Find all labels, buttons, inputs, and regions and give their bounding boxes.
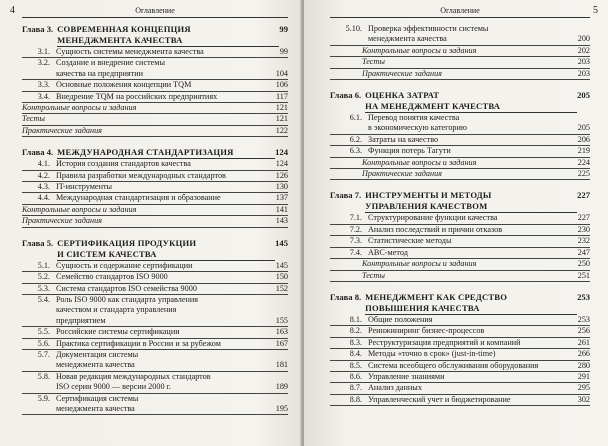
entry-page: 121: [275, 103, 288, 113]
toc-entry: [22, 350, 288, 372]
chapter-page: 227: [577, 190, 590, 201]
entry-number: 5.9.: [37, 393, 50, 403]
entry-title-line: История создания стандартов качества: [56, 159, 191, 169]
entry-title-line: Проверка эффективности системы: [368, 24, 489, 33]
toc-entry: [330, 383, 590, 394]
toc-entry: [22, 159, 288, 170]
entry-title: [56, 47, 277, 57]
entry-page: 219: [577, 146, 590, 156]
entry-title-line: Система стандартов ISO семейства 9000: [56, 283, 197, 293]
entry-page: 152: [275, 283, 288, 293]
entry-title-line: IT-инструменты: [56, 182, 113, 192]
entry-title: [56, 58, 273, 79]
entry-title-line: менеджмента качества: [56, 360, 135, 370]
chapter-page: 205: [577, 90, 590, 101]
toc-entry: [330, 113, 590, 135]
entry-page: 232: [577, 236, 590, 246]
entry-number: 8.3.: [349, 337, 362, 347]
entry-number: 3.3.: [37, 80, 50, 90]
left-page: [0, 0, 302, 446]
entry-page: 253: [577, 314, 590, 324]
chapter-label: Глава 3.: [22, 24, 54, 34]
entry-title-line: Управление знаниями: [368, 371, 445, 381]
toc-chapter: [330, 24, 590, 80]
entry-title-line: Перевод понятия качества: [368, 113, 460, 123]
chapter-title-line: УПРАВЛЕНИЯ КАЧЕСТВОМ: [365, 201, 577, 213]
toc-entry: [330, 169, 590, 180]
entry-title: [362, 271, 575, 281]
entry-title-line: качеством и стандарта управления: [56, 305, 177, 315]
entry-page: 121: [275, 114, 288, 124]
toc-entry: [330, 395, 590, 406]
entry-number: 5.10.: [345, 24, 362, 33]
entry-page: 203: [577, 68, 590, 78]
entry-page: 205: [577, 123, 590, 133]
toc-entry: [330, 372, 590, 383]
entry-title: [56, 159, 273, 169]
entry-page: 206: [577, 134, 590, 144]
chapter-label: Глава 6.: [330, 90, 362, 101]
running-head: Оглавление: [135, 6, 175, 15]
entry-title: [368, 113, 575, 134]
chapter-heading: [22, 147, 288, 159]
toc-entry: [22, 58, 288, 80]
entry-page: 266: [577, 349, 590, 359]
toc-entry: [22, 372, 288, 394]
entry-title: [362, 158, 575, 168]
entry-page: 224: [577, 157, 590, 167]
entry-page: 181: [275, 360, 288, 370]
entry-title: [56, 339, 273, 349]
entry-title: [56, 284, 273, 294]
toc-entry: [22, 284, 288, 295]
entry-page: 230: [577, 224, 590, 234]
entry-title-line: Документация системы: [56, 349, 139, 359]
toc-chapter: [330, 190, 590, 281]
toc-entry: [22, 272, 288, 283]
entry-page: 256: [577, 326, 590, 336]
entry-title-line: Контрольные вопросы и задания: [362, 45, 477, 55]
entry-title: [368, 383, 575, 393]
entry-title: [368, 225, 575, 235]
chapter-title-line: ПОВЫШЕНИЯ КАЧЕСТВА: [365, 303, 577, 315]
entry-page: 202: [577, 45, 590, 55]
entry-title-line: Контрольные вопросы и задания: [22, 204, 137, 214]
entry-number: 5.5.: [37, 327, 50, 337]
chapter-title-line: СОВРЕМЕННАЯ КОНЦЕПЦИЯ: [57, 24, 191, 34]
entry-title-line: Общие положения: [368, 314, 433, 324]
entry-number: 5.1.: [37, 260, 50, 270]
chapter-label: Глава 7.: [330, 190, 362, 201]
entry-number: 8.2.: [349, 326, 362, 336]
header-rule: [330, 17, 590, 18]
entry-title: [56, 92, 273, 102]
toc-entry: [22, 114, 288, 125]
entry-title: [56, 182, 273, 192]
entry-number: [330, 158, 362, 168]
entry-title: [362, 69, 575, 79]
entry-title: [56, 80, 273, 90]
page-header: [330, 4, 598, 18]
entry-title-line: Создание и внедрение системы: [56, 58, 165, 68]
page-header: [10, 4, 288, 18]
toc-entry: [330, 69, 590, 80]
entry-title-line: Контрольные вопросы и задания: [22, 103, 137, 113]
entry-title-line: Основные положения концепции TQM: [56, 80, 192, 90]
toc-entry: [330, 158, 590, 169]
entry-title: [368, 361, 575, 371]
entry-title: [22, 103, 273, 113]
entry-title-line: Внедрение TQM на российских предприятиях: [56, 91, 218, 101]
entry-title: [368, 395, 575, 405]
entry-number: 5.8.: [37, 371, 50, 381]
entry-title-line: Практика сертификации в России и за рубежом: [56, 338, 221, 348]
entry-number: [330, 259, 362, 269]
header-rule: [22, 17, 288, 18]
toc-entry: [330, 135, 590, 146]
entry-page: 141: [275, 204, 288, 214]
chapter-title: [57, 147, 275, 159]
toc-entry: [330, 259, 590, 270]
toc-entry: [22, 103, 288, 114]
entry-title: [56, 350, 273, 371]
entry-title: [368, 349, 575, 359]
chapter-title: [365, 190, 577, 213]
entry-title: [368, 146, 575, 156]
entry-title-line: Сущность и содержание сертификации: [56, 260, 193, 270]
chapter-title-line: НА МЕНЕДЖМЕНТ КАЧЕСТВА: [365, 101, 577, 113]
right-page: [304, 0, 608, 446]
entry-title-line: Правила разработки международных стандартов: [56, 170, 226, 180]
entry-page: 117: [276, 91, 288, 101]
entry-page: 195: [275, 403, 288, 413]
entry-title-line: Анализ данных: [368, 383, 422, 393]
chapter-page: 145: [275, 237, 288, 248]
entry-title: [56, 295, 273, 326]
entry-page: 145: [275, 260, 288, 270]
entry-page: 163: [275, 327, 288, 337]
entry-number: 4.4.: [37, 193, 50, 203]
entry-title: [362, 57, 575, 67]
entry-title: [362, 46, 575, 56]
entry-page: 99: [279, 47, 288, 56]
entry-title-line: Затраты на качество: [368, 134, 439, 144]
toc-entry: [22, 182, 288, 193]
entry-page: 150: [275, 272, 288, 282]
entry-title-line: в экономическую категорию: [368, 123, 468, 133]
chapter-title-line: МЕНЕДЖМЕНТА КАЧЕСТВА: [57, 35, 279, 47]
entry-number: [330, 69, 362, 79]
entry-page: 122: [275, 125, 288, 135]
toc-entry: [22, 205, 288, 216]
entry-title-line: Структурирование функции качества: [368, 213, 498, 223]
chapter-page: 124: [275, 147, 288, 158]
toc-chapter: [22, 238, 288, 416]
entry-page: 203: [577, 57, 590, 67]
entry-page: 200: [577, 34, 590, 44]
toc-entry: [22, 80, 288, 91]
toc-entry: [330, 213, 590, 224]
entry-title-line: Практические задания: [22, 216, 102, 226]
toc-chapter: [330, 292, 590, 406]
entry-number: [330, 169, 362, 179]
chapter-heading: [330, 292, 590, 315]
entry-page: 126: [275, 170, 288, 180]
entry-number: 5.6.: [37, 338, 50, 348]
chapter-heading: [330, 190, 590, 213]
chapter-title: [365, 90, 577, 113]
entry-number: 4.3.: [37, 182, 50, 192]
entry-number: 7.2.: [349, 224, 362, 234]
entry-title-line: качества на предприятии: [56, 68, 143, 78]
entry-number: 6.1.: [349, 113, 362, 123]
entry-title-line: Семейство стандартов ISO 9000: [56, 272, 168, 282]
chapter-heading: [22, 238, 288, 261]
entry-title-line: Контрольные вопросы и задания: [362, 259, 477, 269]
chapter-label: Глава 5.: [22, 237, 54, 248]
toc-entry: [330, 225, 590, 236]
entry-title: [56, 193, 273, 203]
entry-title-line: Роль ISO 9000 как стандарта управления: [56, 294, 199, 304]
toc-entry: [22, 193, 288, 204]
entry-title: [368, 236, 575, 246]
entry-page: 106: [275, 80, 288, 90]
entry-title-line: Сущность системы менеджмента качества: [56, 47, 204, 56]
toc-entry: [330, 338, 590, 349]
toc-entry: [22, 261, 288, 272]
entry-page: 137: [275, 193, 288, 203]
entry-number: [330, 46, 362, 56]
page-number: 5: [593, 5, 598, 16]
entry-title-line: Статистические методы: [368, 236, 452, 246]
toc-entry: [22, 295, 288, 327]
entry-title: [22, 126, 273, 136]
entry-page: 295: [577, 383, 590, 393]
entry-page: 227: [577, 213, 590, 223]
entry-number: 8.1.: [349, 314, 362, 324]
entry-number: 7.3.: [349, 236, 362, 246]
entry-number: 6.3.: [349, 146, 362, 156]
entry-title-line: менеджмента качества: [368, 34, 447, 44]
entry-number: 8.6.: [349, 371, 362, 381]
entry-title: [56, 171, 273, 181]
entry-number: 5.4.: [37, 294, 50, 304]
entry-number: 7.4.: [349, 247, 362, 257]
toc-chapter: [22, 147, 288, 227]
toc-entry: [330, 361, 590, 372]
entry-title-line: Управленческий учет и бюджетирование: [368, 394, 511, 404]
entry-page: 104: [275, 68, 288, 78]
chapter-title-line: МЕЖДУНАРОДНАЯ СТАНДАРТИЗАЦИЯ: [57, 147, 275, 159]
entry-title-line: Функция потерь Тагути: [368, 146, 451, 156]
entry-title: [22, 216, 273, 226]
entry-page: 167: [275, 338, 288, 348]
entry-title-line: Тесты: [362, 57, 385, 67]
chapter-title: [365, 292, 577, 315]
chapter-page: 99: [279, 24, 288, 34]
entry-number: 3.1.: [37, 47, 50, 56]
toc-entry: [330, 146, 590, 157]
entry-number: 7.1.: [349, 213, 362, 223]
toc-entry: [330, 236, 590, 247]
toc-entry: [330, 24, 590, 46]
entry-number: 8.8.: [349, 394, 362, 404]
entry-title: [56, 261, 273, 271]
toc-entry: [330, 57, 590, 68]
entry-title-line: Новая редакция международных стандартов: [56, 371, 211, 381]
toc-entry: [22, 216, 288, 227]
entry-number: 5.2.: [37, 272, 50, 282]
entry-title-line: Тесты: [22, 114, 45, 124]
entry-number: 8.4.: [349, 349, 362, 359]
entry-title: [362, 259, 575, 269]
entry-number: [330, 271, 362, 281]
toc-chapter: [330, 90, 590, 180]
chapter-title-line: И СИСТЕМ КАЧЕСТВА: [57, 249, 275, 261]
chapter-heading: [22, 24, 288, 47]
entry-number: 8.7.: [349, 383, 362, 393]
entry-title: [22, 205, 273, 215]
entry-title-line: ISO серии 9000 — версии 2000 г.: [56, 382, 172, 392]
entry-title-line: ABC-метод: [368, 247, 408, 257]
chapter-title-line: МЕНЕДЖМЕНТ КАК СРЕДСТВО: [365, 291, 508, 302]
chapter-title: [57, 238, 275, 261]
page-number: 4: [10, 5, 15, 16]
entry-page: 250: [577, 259, 590, 269]
toc-left: [22, 24, 288, 415]
entry-title: [368, 326, 575, 336]
entry-page: 225: [577, 169, 590, 179]
entry-number: 5.3.: [37, 283, 50, 293]
entry-page: 247: [577, 247, 590, 257]
entry-number: 8.5.: [349, 360, 362, 370]
chapter-page: 253: [577, 291, 590, 302]
entry-title-line: Реинжиниринг бизнес-процессов: [368, 326, 485, 336]
entry-title: [368, 372, 575, 382]
entry-number: 4.1.: [37, 159, 50, 169]
entry-page: 251: [577, 270, 590, 280]
toc-entry: [22, 394, 288, 416]
toc-entry: [22, 339, 288, 350]
entry-title-line: Реструктуризация предприятий и компаний: [368, 337, 521, 347]
toc-right: [330, 24, 590, 406]
entry-number: [330, 57, 362, 67]
entry-number: 4.2.: [37, 170, 50, 180]
entry-title: [368, 338, 575, 348]
entry-page: 130: [275, 182, 288, 192]
entry-title: [368, 315, 575, 325]
toc-entry: [22, 92, 288, 103]
entry-title-line: Международная стандартизация и образование: [56, 193, 221, 203]
entry-title: [56, 327, 273, 337]
entry-title: [368, 135, 575, 145]
entry-title: [368, 24, 575, 45]
toc-chapter: [22, 24, 288, 137]
entry-title: [368, 213, 575, 223]
chapter-label: Глава 4.: [22, 147, 54, 158]
chapter-label: Глава 8.: [330, 291, 362, 302]
entry-number: 3.4.: [37, 91, 50, 101]
entry-title-line: Практические задания: [362, 68, 442, 78]
toc-entry: [22, 126, 288, 137]
entry-number: 5.7.: [37, 349, 50, 359]
entry-title-line: Российские системы сертификации: [56, 327, 180, 337]
chapter-title-line: ИНСТРУМЕНТЫ И МЕТОДЫ: [365, 190, 492, 201]
entry-page: 143: [275, 216, 288, 226]
entry-title-line: Тесты: [362, 270, 385, 280]
entry-page: 155: [275, 315, 288, 325]
chapter-title-line: СЕРТИФИКАЦИЯ ПРОДУКЦИИ: [57, 237, 197, 248]
chapter-heading: [330, 90, 590, 113]
entry-title: [56, 372, 273, 393]
toc-entry: [330, 326, 590, 337]
running-head: Оглавление: [440, 6, 480, 15]
entry-page: 124: [275, 159, 288, 169]
chapter-title-line: ОЦЕНКА ЗАТРАТ: [365, 90, 440, 101]
entry-title: [368, 248, 575, 258]
entry-page: 189: [275, 382, 288, 392]
toc-entry: [22, 327, 288, 338]
entry-number: 6.2.: [349, 134, 362, 144]
toc-entry: [330, 271, 590, 282]
toc-entry: [330, 248, 590, 259]
entry-title-line: Система всеобщего обслуживания оборудования: [368, 360, 539, 370]
toc-entry: [330, 315, 590, 326]
entry-page: 261: [577, 337, 590, 347]
entry-title: [56, 394, 273, 415]
entry-title-line: менеджмента качества: [56, 403, 135, 413]
toc-entry: [22, 171, 288, 182]
entry-title-line: предприятием: [56, 315, 106, 325]
entry-title-line: Методы «точно в срок» (just-in-time): [368, 349, 496, 359]
toc-entry: [22, 47, 288, 58]
entry-page: 302: [577, 394, 590, 404]
chapter-title: [57, 24, 279, 47]
entry-title: [22, 114, 273, 124]
entry-page: 291: [577, 371, 590, 381]
entry-title: [362, 169, 575, 179]
entry-title-line: Сертификация системы: [56, 393, 139, 403]
entry-title-line: Контрольные вопросы и задания: [362, 157, 477, 167]
entry-title: [56, 272, 273, 282]
toc-entry: [330, 349, 590, 360]
entry-title-line: Практические задания: [22, 125, 102, 135]
toc-entry: [330, 46, 590, 57]
entry-page: 280: [577, 360, 590, 370]
entry-number: 3.2.: [37, 58, 50, 68]
entry-title-line: Анализ последствий и причин отказов: [368, 224, 503, 234]
entry-title-line: Практические задания: [362, 169, 442, 179]
